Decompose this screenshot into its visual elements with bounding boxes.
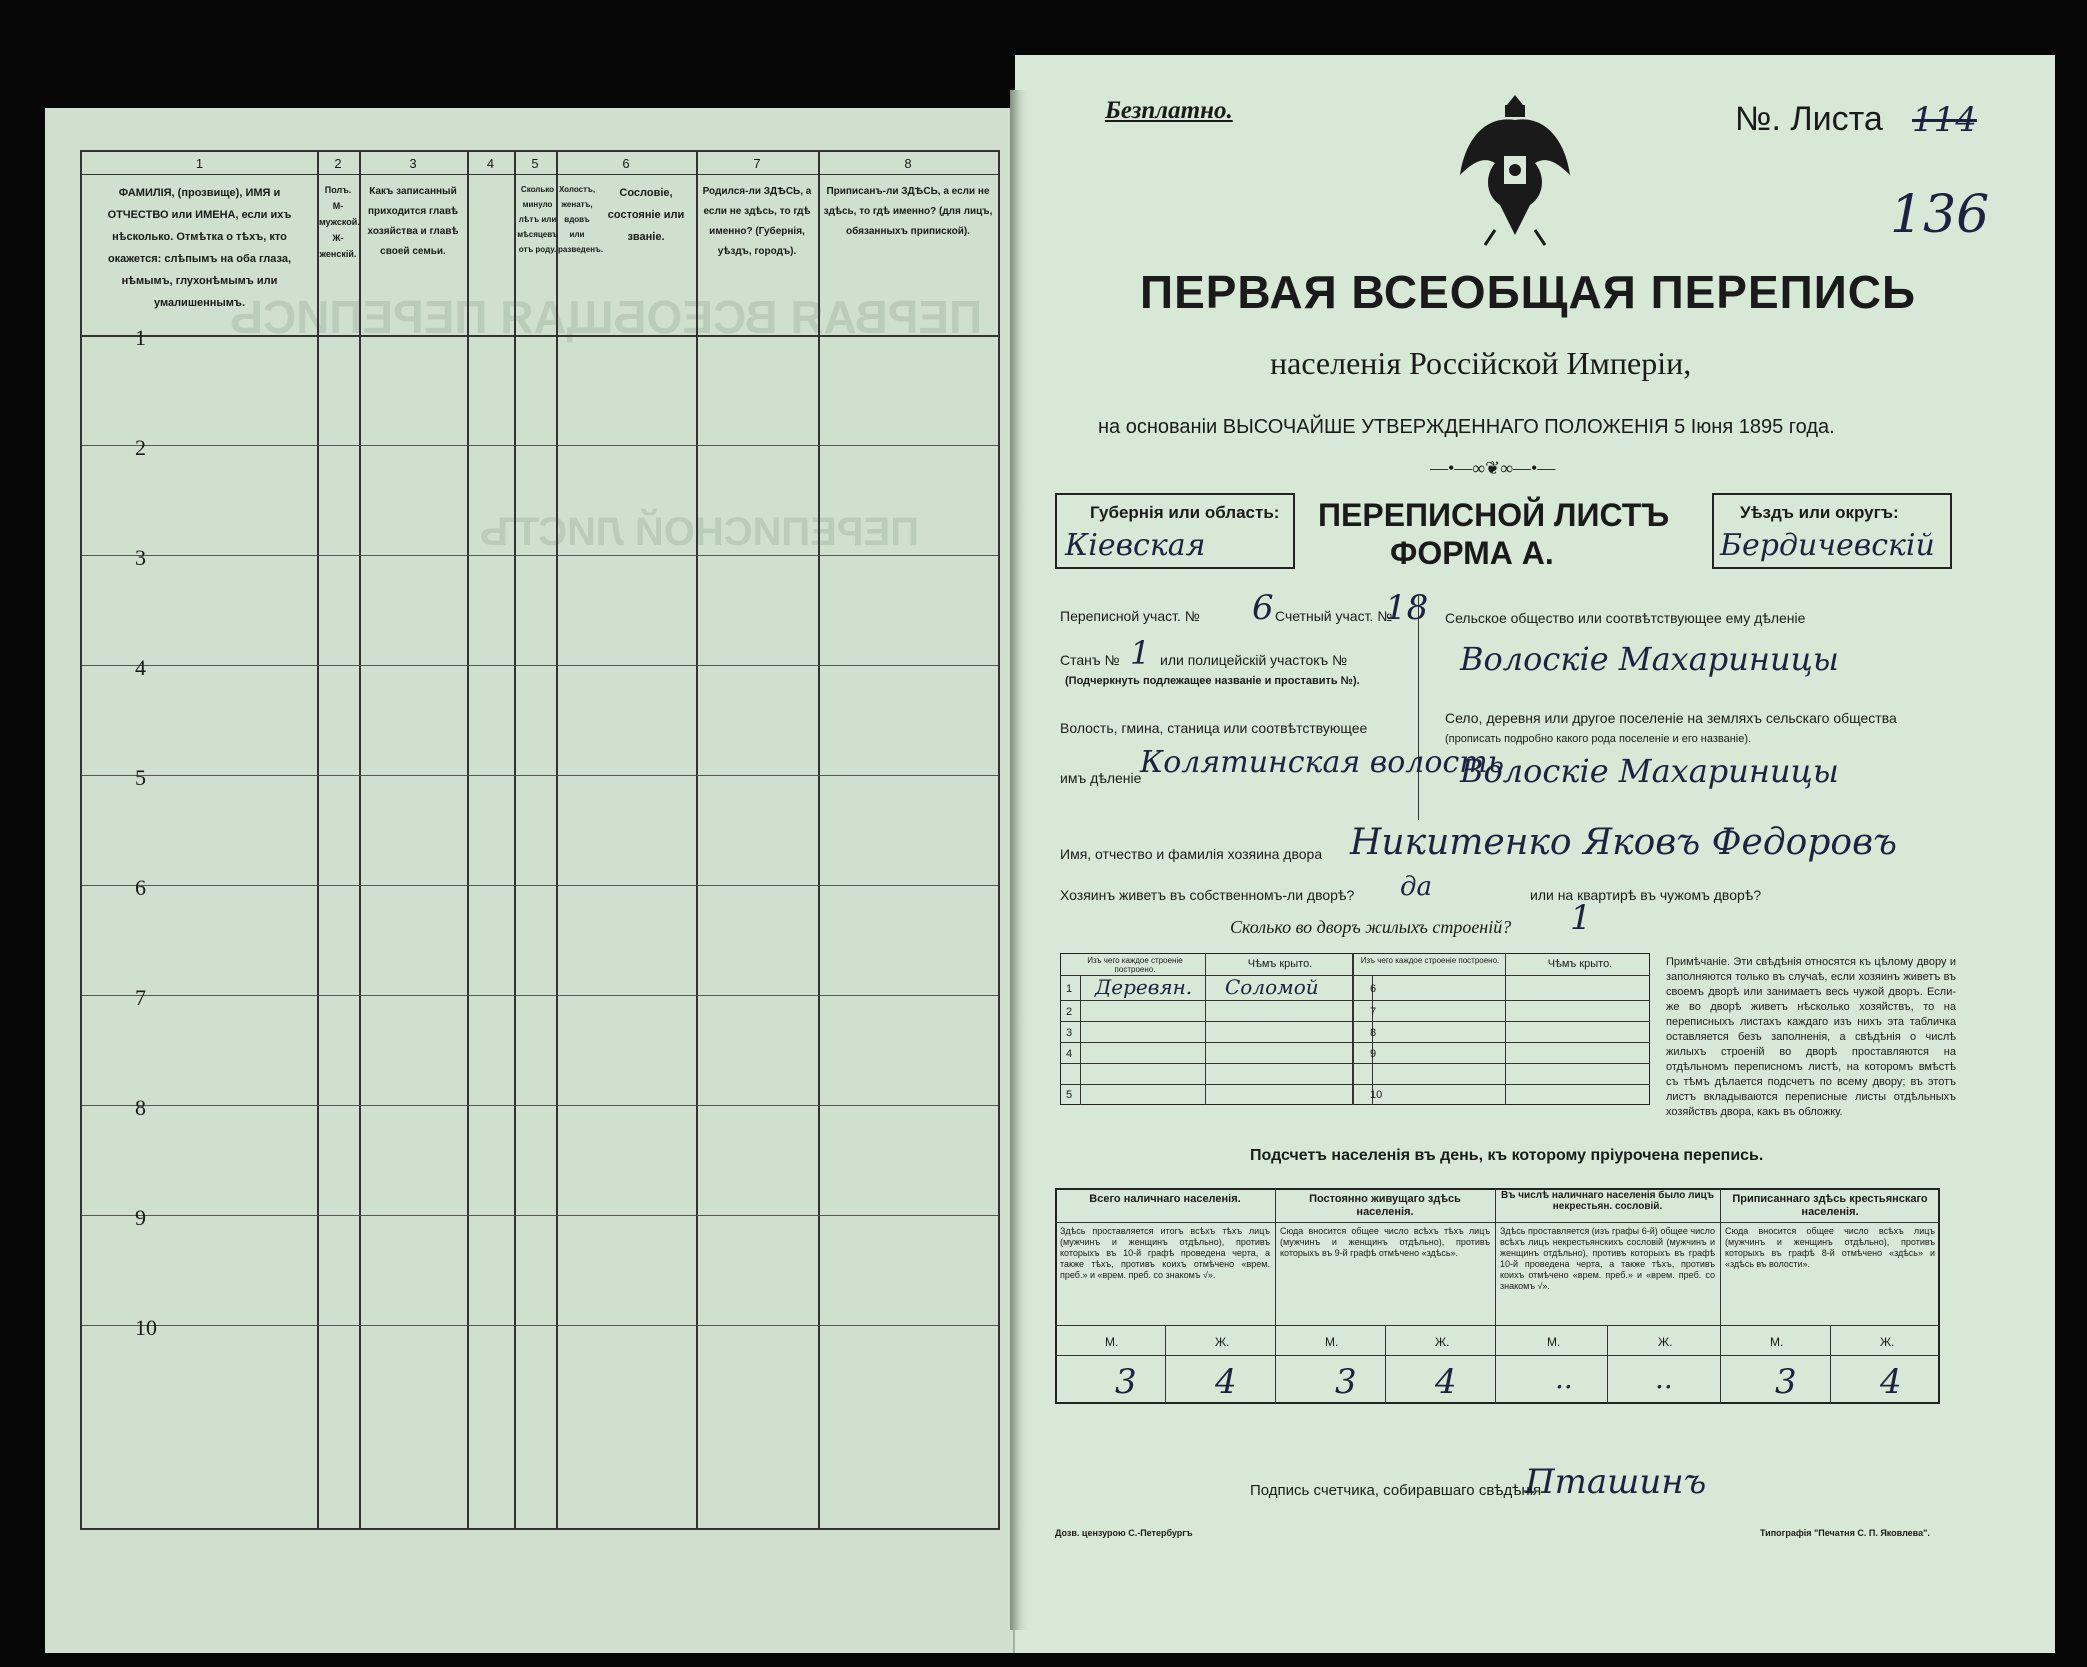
form-label: ФОРМА А.: [1390, 535, 1554, 571]
divider: [1418, 595, 1419, 820]
column-rule: [1720, 1188, 1721, 1404]
row-number: 7: [135, 985, 146, 1010]
uyezd-value: Бердичевскій: [1720, 528, 1935, 563]
stan-value: 1: [1130, 634, 1151, 672]
count-value: 4: [1880, 1362, 1902, 1402]
count-header: Постоянно живущаго здѣсь населенія.: [1309, 1193, 1461, 1218]
census-section-label: Переписной участ. №: [1060, 608, 1200, 624]
header-birthplace: Родился-ли ЗДѢСЬ, а если не здѣсь, то гдѣ именно? (Губернія, уѣздъ, городъ).: [702, 186, 812, 257]
column-rule: [1352, 953, 1354, 1105]
row-number: 2: [135, 435, 146, 460]
row-number: 8: [1370, 1027, 1377, 1039]
volost-label: Волость, гмина, станица или соотвѣтствующее: [1060, 720, 1368, 736]
village-value: Волоскіе Махариницы: [1460, 752, 1839, 790]
male-label: М.: [1547, 1335, 1561, 1349]
column-rule: [1080, 975, 1081, 1105]
column-rule: [1275, 1188, 1276, 1404]
col-number: 8: [904, 156, 912, 171]
column-rule: [514, 152, 516, 1528]
stan-suffix: или полицейскій участокъ №: [1160, 652, 1348, 668]
buildings-value: 1: [1570, 898, 1592, 938]
subtitle: населенія Россійской Имперіи,: [1270, 345, 1692, 381]
column-rule: [467, 152, 469, 1528]
row-number: 4: [135, 655, 146, 680]
row-number: 5: [1066, 1089, 1073, 1101]
row-number: 9: [1370, 1048, 1377, 1060]
count-header: Всего наличнаго населенія.: [1089, 1193, 1241, 1205]
row-rule: [1060, 1042, 1650, 1043]
header-age: Сколько минуло лѣтъ или мѣсяцевъ отъ роду.: [517, 185, 558, 254]
column-rule: [1495, 1188, 1496, 1404]
owner-value: Никитенко Яковъ Федоровъ: [1350, 822, 1898, 863]
col-number: 7: [753, 156, 761, 171]
row-rule: [82, 775, 998, 776]
stan-label: Станъ №: [1060, 652, 1120, 668]
row-rule: [82, 885, 998, 886]
guberniya-label: Губернія или область:: [1090, 503, 1280, 522]
row-rule: [1055, 1355, 1940, 1356]
count-value: 3: [1335, 1362, 1357, 1402]
count-value: ..: [1655, 1362, 1673, 1395]
row-number: 3: [1066, 1027, 1073, 1039]
row-rule: [82, 555, 998, 556]
household-members-table: [80, 150, 1000, 1530]
stan-note: (Подчеркнуть подлежащее названіе и проставить №).: [1065, 675, 1360, 687]
count-header: Въ числѣ наличнаго населенія было лицъ некрестьян. сословій.: [1500, 1190, 1715, 1212]
buildings-header-roof: Чѣмъ крыто.: [1247, 958, 1313, 970]
count-value: 4: [1215, 1362, 1237, 1402]
sheet-number-value: 114: [1912, 100, 1977, 140]
row-rule: [1060, 1000, 1650, 1001]
female-label: Ж.: [1435, 1335, 1450, 1349]
row-rule: [82, 665, 998, 666]
village-note: (прописать подробно какого рода поселеніе и его названіе).: [1445, 733, 1752, 745]
basis-line: на основаніи ВЫСОЧАЙШЕ УТВЕРЖДЕННАГО ПОЛОЖЕНІЯ 5 Іюня 1895 года.: [1098, 416, 1835, 438]
count-section-label: Счетный участ. №: [1275, 608, 1393, 624]
note-text: Примѣчаніе. Эти свѣдѣнія относятся къ цѣлому двору и заполняются только въ случаѣ, если хозяинъ живетъ въ своемъ дворѣ или занимаетъ весь чужой дворъ. Если-же во дворѣ живетъ нѣсколько хозяйствъ, то на переписныхъ листахъ каждаго изъ нихъ эта табличка оставляется безъ заполненія, а свѣдѣнія о числѣ жилыхъ строеній во дворѣ проставляются на отдѣльномъ переписномъ листѣ, на которомъ вмѣстѣ съ тѣмъ дѣлается подсчетъ по всему двору; въ этотъ листъ вкладываются переписные листы отдѣльныхъ хозяйствъ двора, какъ въ обложку.: [1666, 956, 1956, 1118]
row-number: 10: [135, 1315, 157, 1340]
header-estate: Сословіе, состояніе или званіе.: [607, 187, 685, 243]
row-rule: [82, 445, 998, 446]
row-rule: [1060, 1021, 1650, 1022]
free-label: Безплатно.: [1105, 97, 1233, 124]
col-number: 4: [486, 156, 495, 171]
header-sex: Полъ. М-мужской. Ж-женскій.: [319, 185, 360, 259]
row-rule: [1060, 1084, 1650, 1085]
col-number: 6: [622, 156, 630, 171]
count-title: Подсчетъ населенія въ день, къ которому пріурочена перепись.: [1250, 1147, 1764, 1164]
column-rule: [1385, 1325, 1386, 1404]
count-value: 3: [1775, 1362, 1797, 1402]
row-rule: [1055, 1222, 1940, 1223]
col-number: 1: [195, 156, 204, 171]
population-count-table: [1055, 1188, 1940, 1404]
main-title: ПЕРВАЯ ВСЕОБЩАЯ ПЕРЕПИСЬ: [1140, 266, 1917, 318]
row-number: 2: [1066, 1006, 1073, 1018]
header-registered: Приписанъ-ли ЗДѢСЬ, а если не здѣсь, то гдѣ именно? (для лицъ, обязанныхъ припиской).: [823, 186, 993, 237]
village-label: Село, деревня или другое поселеніе на земляхъ сельскаго общества: [1445, 710, 1897, 726]
signature-label: Подпись счетчика, собиравшаго свѣдѣнія: [1250, 1482, 1542, 1499]
buildings-header-material: Изъ чего каждое строеніе построено.: [1087, 956, 1183, 974]
row-rule: [1055, 1325, 1940, 1326]
footer-left: Дозв. цензурою С.-Петербургъ: [1055, 1528, 1193, 1538]
row-number: 1: [135, 325, 146, 350]
header-name: ФАМИЛІЯ, (прозвище), ИМЯ и ОТЧЕСТВО или ИМЕНА, если ихъ нѣсколько. Отмѣтка о тѣхъ, кто окажется: слѣпымъ на оба глаза, нѣмымъ, глухонѣмымъ или умалишеннымъ.: [107, 187, 292, 309]
col-number: 3: [409, 156, 417, 171]
count-note: Сюда вносится общее число всѣхъ лицъ (мужчинъ и женщинъ отдѣльно), противъ которыхъ въ графѣ 8-й отмѣчено «здѣсь» и «здѣсь въ волости».: [1725, 1226, 1935, 1269]
society-label: Сельское общество или соотвѣтствующее ему дѣленіе: [1445, 610, 1806, 626]
male-label: М.: [1770, 1335, 1784, 1349]
count-value: 4: [1435, 1362, 1457, 1402]
row-number: 6: [1370, 983, 1377, 995]
count-note: Здѣсь проставляется итогъ всѣхъ тѣхъ лицъ (мужчинъ и женщинъ отдѣльно), противъ которыхъ въ 10-й графѣ проведена черта, а также тѣхъ, противъ коихъ отмѣчено «врем. преб.» и «врем. преб. со знакомъ √».: [1060, 1226, 1270, 1280]
lives-value: да: [1400, 872, 1432, 902]
show-through-text: ПЕРЕПИСНОЙ ЛИСТЪ: [480, 510, 919, 554]
building-material-value: Деревян.: [1095, 975, 1193, 999]
column-rule: [696, 152, 698, 1528]
show-through-text: ПЕРВАЯ ВСЕОБЩАЯ ПЕРЕПИСЬ: [230, 291, 983, 343]
column-rule: [1505, 953, 1506, 1105]
row-number: 6: [135, 875, 146, 900]
buildings-header-material: Изъ чего каждое строеніе построено.: [1360, 956, 1500, 965]
stamp-number: 136: [1890, 185, 1990, 245]
count-note: Здѣсь проставляется (изъ графы 6-й) общее число всѣхъ лицъ некрестьянскихъ сословій (мужчинъ и женщинъ отдѣльно), противъ которыхъ въ графѣ 10-й проведена черта, а также тѣхъ, противъ коихъ отмѣчено «врем. преб.» и «врем. преб. со знакомъ √».: [1500, 1226, 1715, 1291]
count-value: ..: [1555, 1362, 1573, 1395]
column-rule: [1607, 1325, 1608, 1404]
sheet-title: ПЕРЕПИСНОЙ ЛИСТЪ: [1318, 497, 1670, 533]
footer-right: Типографія "Печатня С. П. Яковлева".: [1760, 1528, 1930, 1538]
column-rule: [1165, 1325, 1166, 1404]
buildings-label: Сколько во дворъ жилыхъ строеній?: [1230, 917, 1512, 937]
column-rule: [818, 152, 820, 1528]
binding-fold: [1010, 90, 1028, 1630]
owner-label: Имя, отчество и фамилія хозяина двора: [1060, 846, 1323, 862]
male-label: М.: [1325, 1335, 1339, 1349]
lives-label: Хозяинъ живетъ въ собственномъ-ли дворѣ?: [1060, 887, 1355, 903]
lives-alt: или на квартирѣ въ чужомъ дворѣ?: [1530, 887, 1762, 903]
row-number: 4: [1066, 1048, 1073, 1060]
col-number: 2: [334, 156, 342, 171]
buildings-header-roof: Чѣмъ крыто.: [1547, 958, 1613, 970]
imperial-eagle-emblem: [1455, 85, 1575, 250]
male-label: М.: [1105, 1335, 1119, 1349]
column-rule: [1205, 953, 1206, 1105]
column-rule: [1830, 1325, 1831, 1404]
female-label: Ж.: [1215, 1335, 1230, 1349]
column-rule: [317, 152, 319, 1528]
row-rule: [1060, 1063, 1650, 1064]
count-header: Приписаннаго здѣсь крестьянскаго населенія.: [1732, 1193, 1928, 1218]
volost-label-2: имъ дѣленіе: [1060, 770, 1142, 786]
signature-value: Пташинъ: [1525, 1462, 1707, 1502]
society-value: Волоскіе Махариницы: [1460, 640, 1839, 678]
volost-value: Колятинская волость: [1140, 745, 1505, 780]
female-label: Ж.: [1880, 1335, 1895, 1349]
count-section-value: 18: [1385, 588, 1429, 628]
female-label: Ж.: [1658, 1335, 1673, 1349]
census-section-value: 6: [1252, 588, 1274, 628]
building-roof-value: Соломой: [1225, 975, 1319, 999]
header-relation: Какъ записанный приходится главѣ хозяйства и главѣ своей семьи.: [367, 186, 459, 257]
count-value: 3: [1115, 1362, 1137, 1402]
row-number: 1: [1066, 983, 1073, 995]
row-number: 10: [1370, 1089, 1383, 1101]
column-rule: [359, 152, 361, 1528]
row-number: 9: [135, 1205, 146, 1230]
row-number: 5: [135, 765, 146, 790]
ornament: —•—∞❦∞—•—: [1430, 458, 1556, 478]
header-marital: Холостъ, женатъ, вдовъ или разведенъ.: [558, 185, 604, 254]
row-number: 3: [135, 545, 146, 570]
uyezd-label: Уѣздъ или округъ:: [1740, 503, 1899, 522]
guberniya-value: Кіевская: [1065, 528, 1206, 563]
count-note: Сюда вносится общее число всѣхъ тѣхъ лицъ (мужчинъ и женщинъ отдѣльно), противъ которыхъ въ 9-й графѣ отмѣчено «здѣсь».: [1280, 1226, 1490, 1258]
row-rule: [82, 1325, 998, 1326]
row-rule: [82, 1105, 998, 1106]
column-rule: [556, 152, 558, 1528]
sheet-number-label: №. Листа: [1735, 100, 1883, 138]
row-rule: [82, 995, 998, 996]
row-rule: [82, 1215, 998, 1216]
col-number: 5: [531, 156, 539, 171]
row-number: 7: [1370, 1006, 1377, 1018]
row-number: 8: [135, 1095, 146, 1120]
